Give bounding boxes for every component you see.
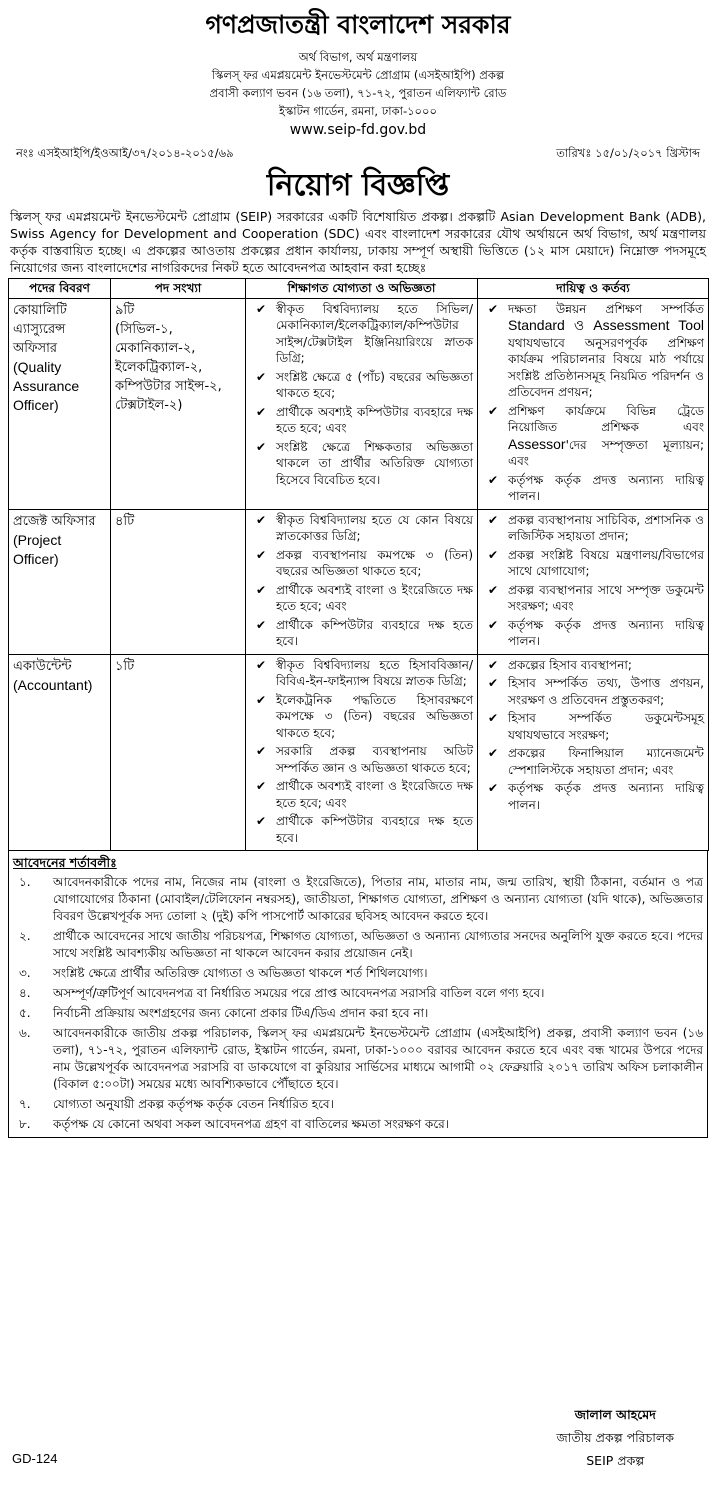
condition-number: ৬.: [19, 1026, 31, 1040]
duty-item: [482, 472, 704, 505]
duty-item: [482, 301, 704, 401]
condition-item: [13, 1005, 703, 1022]
check-icon: ✔: [488, 512, 499, 527]
qualification-text: ইলেকট্রনিক পদ্ধতিতে হিসাবরক্ষণে কমপক্ষে ৩ (তিন) বছরের অভিজ্ঞতা থাকতে হবে;: [276, 692, 473, 740]
qualification-item: [250, 547, 473, 580]
duty-item: [482, 403, 704, 470]
duty-item: [482, 780, 704, 813]
qualification-text: স্বীকৃত বিশ্ববিদ্যালয় হতে সিভিল/ মেকানিক্যাল/ইলেকট্রিক্যাল/কম্পিউটার সাইন্স/টেক্সটাইল ইঞ্জিনিয়ারিংয়ে স্নাতক ডিগ্রি;: [276, 301, 473, 365]
duty-text: কর্তৃপক্ষ কর্তৃক প্রদত্ত অন্যান্য দায়িত্ব পালন।: [508, 781, 704, 812]
duty-text: প্রকল্পের হিসাব ব্যবস্থাপনা;: [508, 657, 632, 672]
qualification-list: [250, 657, 473, 847]
check-icon: ✔: [256, 744, 267, 758]
signatory-name: জালাল আহমেদ: [574, 1407, 656, 1422]
header-duties: দায়িত্ব ও কর্তব্য: [478, 279, 709, 299]
check-icon: ✔: [256, 582, 267, 597]
intro-paragraph: স্কিলস্ ফর এমপ্লয়মেন্ট ইনভেস্টমেন্ট প্রোগ্রাম (SEIP) সরকারের একটি বিশেষায়িত প্রকল্প। প্রকল্পটি Asian Development Bank (ADB), Swiss Agency for Development and Cooperation (SDC) এবং বাংলাদেশ সরকারের যৌথ অর্থায়নে অর্থ বিভাগ, অর্থ মন্ত্রণালয় কর্তৃক বাস্তবায়িত হচ্ছে। এ প্রকল্পের আওতায় প্রকল্পের প্রধান কার্যালয়, ঢাকায় সম্পূর্ণ অস্থায়ী ভিত্তিতে (১২ মাস মেয়াদে) নিম্নোক্ত পদসমূহে নিয়োগের জন্য বাংলাদেশের নাগরিকদের নিকট হতে আবেদনপত্র আহবান করা হচ্ছেঃ: [10, 209, 706, 275]
qualification-cell: [246, 654, 478, 851]
check-icon: ✔: [256, 692, 267, 707]
notice-title: নিয়োগ বিজ্ঞপ্তি: [266, 168, 450, 203]
check-icon: ✔: [488, 746, 499, 760]
qualification-item: [250, 813, 473, 846]
letterhead: [8, 8, 708, 140]
post-name-en: (Quality Assurance Officer): [13, 358, 80, 413]
duty-text: প্রশিক্ষণ কার্যক্রমে বিভিন্ন ট্রেডে নিয়োজিত প্রশিক্ষক এবং: [508, 403, 704, 434]
qualification-text: প্রার্থীকে অবশ্যই বাংলা ও ইংরেজিতে দক্ষ হতে হবে; এবং: [276, 582, 473, 613]
duties-list: [482, 301, 704, 505]
count-cell: [111, 509, 246, 654]
check-icon: ✔: [488, 711, 499, 725]
circular-page: [8, 8, 708, 1488]
conditions-section: [8, 851, 708, 1138]
duty-item: [482, 617, 704, 650]
check-icon: ✔: [256, 814, 267, 828]
table-header-row: [9, 279, 709, 299]
qualification-text: প্রার্থীকে অবশ্যই কম্পিউটার ব্যবহারে দক্ষ হতে হবে; এবং: [276, 404, 473, 435]
table-row: [9, 509, 709, 654]
post-cell: [9, 654, 111, 851]
memo-date: তারিখঃ ১৫/০১/২০১৭ খ্রিস্টাব্দ: [556, 146, 700, 160]
check-icon: ✔: [256, 617, 267, 632]
reference-row: [8, 144, 708, 162]
address-line-2: ইস্কাটন গার্ডেন, রমনা, ঢাকা-১০০০: [278, 104, 437, 118]
check-icon: ✔: [488, 472, 499, 487]
qualification-item: [250, 582, 473, 615]
condition-text: সংশ্লিষ্ট ক্ষেত্রে প্রার্থীর অতিরিক্ত যোগ্যতা ও অভিজ্ঞতা থাকলে শর্ত শিথিলযোগ্য।: [53, 966, 428, 980]
duty-text: কর্তৃপক্ষ কর্তৃক প্রদত্ত অন্যান্য দায়িত্ব পালন।: [508, 617, 704, 648]
condition-item: [13, 1116, 703, 1133]
check-icon: ✔: [256, 547, 267, 562]
qualification-item: [250, 439, 473, 489]
condition-text: আবেদনকারীকে জাতীয় প্রকল্প পরিচালক, স্কিলস্ ফর এমপ্লয়মেন্ট ইনভেস্টমেন্ট প্রোগ্রাম (এসইআইপি) প্রকল্প, প্রবাসী কল্যাণ ভবন (১৬ তলা), ৭১-৭২, পুরাতন এলিফ্যান্ট রোড, ইস্কাটন গার্ডেন, রমনা, ঢাকা-১০০০ বরাবর আবেদন করতে হবে এবং বন্ধ খামের উপরে পদের নাম উল্লেখপূর্বক আবেদনপত্র সরাসরি বা ডাকযোগে বা কুরিয়ার সার্ভিসের মাধ্যমে আগামী ০২ ফেব্রুয়ারি ২০১৭ তারিখ অফিস চলাকালীন (বিকাল ৫:০০টা) সময়ের মধ্যে আবশ্যিকভাবে পৌঁছাতে হবে।: [53, 1026, 703, 1091]
duty-text-rest: যথাযথভাবে অনুসরণপূর্বক প্রশিক্ষণ কার্যক্রম পরিচালনার বিষয়ে মাঠ পর্যায়ে সংশ্লিষ্ট প্রতিষ্ঠানসমূহ নিয়মিত পরিদর্শন ও প্রতিবেদন প্রণয়ন;: [508, 335, 704, 399]
check-icon: ✔: [488, 657, 499, 672]
post-name-bn: কোয়ালিটি এ্যাস্যুরেন্স অফিসার: [13, 302, 67, 356]
government-name: গণপ্রজাতন্ত্রী বাংলাদেশ সরকার: [205, 10, 511, 39]
qualification-item: [250, 743, 473, 776]
condition-number: ৩.: [19, 966, 31, 980]
gd-code: GD-124: [12, 1451, 58, 1466]
condition-number: ১.: [19, 875, 31, 889]
qualification-item: [250, 617, 473, 650]
duty-item: [482, 710, 704, 743]
duty-text: কর্তৃপক্ষ কর্তৃক প্রদত্ত অন্যান্য দায়িত্ব পালন।: [508, 472, 704, 503]
address-line-1: প্রবাসী কল্যাণ ভবন (১৬ তলা), ৭১-৭২, পুরাতন এলিফ্যান্ট রোড: [209, 86, 507, 100]
duty-item: [482, 547, 704, 580]
check-icon: ✔: [488, 403, 499, 418]
qualification-list: [250, 301, 473, 489]
signatory-designation: জাতীয় প্রকল্প পরিচালক: [556, 1430, 674, 1445]
duty-item: [482, 745, 704, 778]
condition-number: ২.: [19, 929, 31, 943]
duties-list: [482, 657, 704, 814]
condition-number: ৮.: [19, 1117, 31, 1131]
post-count: ৪টি: [115, 513, 135, 529]
post-cell: [9, 298, 111, 509]
vacancy-table: [8, 278, 709, 851]
website-link[interactable]: www.seip-fd.gov.bd: [289, 122, 427, 138]
post-name-bn: প্রজেক্ট অফিসার: [13, 513, 96, 529]
project-name: স্কিলস্ ফর এমপ্লয়মেন্ট ইনভেস্টমেন্ট প্রোগ্রাম (এসইআইপি) প্রকল্প: [211, 68, 505, 82]
post-name-bn: একাউন্টেন্ট: [13, 658, 72, 674]
check-icon: ✔: [256, 301, 267, 316]
condition-item: [13, 985, 703, 1002]
duty-item: [482, 512, 704, 545]
condition-text: অসম্পূর্ণ/ত্রুটিপূর্ণ আবেদনপত্র বা নির্ধারিত সময়ের পরে প্রাপ্ত আবেদনপত্র সরাসরি বাতিল বলে গণ্য হবে।: [53, 986, 545, 1000]
post-name-en: (Project Officer): [13, 531, 62, 567]
qualification-item: [250, 778, 473, 811]
post-cell: [9, 509, 111, 654]
condition-text: যোগ্যতা অনুযায়ী প্রকল্প কর্তৃপক্ষ কর্তৃক বেতন নির্ধারিত হবে।: [53, 1097, 334, 1111]
condition-item: [13, 928, 703, 962]
qualification-text: স্বীকৃত বিশ্ববিদ্যালয় হতে হিসাববিজ্ঞান/বিবিএ-ইন-ফাইন্যান্স বিষয়ে স্নাতক ডিগ্রি;: [276, 657, 473, 688]
qualification-item: [250, 369, 473, 402]
condition-text: আবেদনকারীকে পদের নাম, নিজের নাম (বাংলা ও ইংরেজিতে), পিতার নাম, মাতার নাম, জন্ম তারিখ, স্থায়ী ঠিকানা, বর্তমান ও পত্র যোগাযোগের ঠিকানা (মোবাইল/টেলিফোন নম্বরসহ), জাতীয়তা, শিক্ষাগত যোগ্যতা, প্রশিক্ষণ ও অন্যান্য যোগ্যতা (যদি থাকে), অভিজ্ঞতার বিবরণ উল্লেখপূর্বক সদ্য তোলা ২ (দুই) কপি পাসপোর্ট আকারের ছবিসহ আবেদন করতে হবে।: [53, 875, 703, 923]
condition-text: প্রার্থীকে আবেদনের সাথে জাতীয় পরিচয়পত্র, শিক্ষাগত যোগ্যতা, অভিজ্ঞতা ও অন্যান্য যোগ্যতার সনদের অনুলিপি যুক্ত করতে হবে। পদের সাথে সংশ্লিষ্ট আবশ্যকীয় অভিজ্ঞতা না থাকলে আবেদন করার প্রয়োজন নেই।: [53, 929, 703, 960]
duties-list: [482, 512, 704, 650]
qualification-item: [250, 512, 473, 545]
check-icon: ✔: [488, 617, 499, 632]
qualification-text: প্রার্থীকে অবশ্যই বাংলা ও ইংরেজিতে দক্ষ হতে হবে; এবং: [276, 779, 473, 810]
header-qualification: শিক্ষাগত যোগ্যতা ও অভিজ্ঞতা: [246, 279, 478, 299]
check-icon: ✔: [256, 404, 267, 419]
duty-item: [482, 582, 704, 615]
duties-cell: [478, 654, 709, 851]
duty-term-en: Standard ও Assessment Tool: [508, 317, 704, 333]
table-row: [9, 654, 709, 851]
duty-item: [482, 657, 704, 674]
duties-cell: [478, 509, 709, 654]
conditions-title: আবেদনের শর্তাবলীঃ: [13, 855, 117, 870]
duty-text: হিসাব সম্পর্কিত তথ্য, উপাত্ত প্রণয়ন, সংরক্ষণ ও প্রতিবেদন প্রস্তুতকরণ;: [508, 676, 704, 707]
condition-item: [13, 965, 703, 982]
duty-text: প্রকল্প সংশ্লিষ্ট বিষয়ে মন্ত্রণালয়/বিভাগের সাথে যোগাযোগ;: [508, 547, 704, 578]
duty-text: প্রকল্প ব্যবস্থাপনার সাথে সম্পৃক্ত ডকুমেন্ট সংরক্ষণ; এবং: [508, 582, 704, 613]
qualification-text: সংশ্লিষ্ট ক্ষেত্রে ৫ (পাঁচ) বছরের অভিজ্ঞতা থাকতে হবে;: [276, 369, 473, 400]
memo-number: নংঃ এসইআইপি/ইওআই/৩৭/২০১৪-২০১৫/৬৯: [16, 146, 234, 160]
post-name-en: (Accountant): [13, 676, 93, 693]
signatory-project: SEIP প্রকল্প: [586, 1453, 645, 1468]
condition-item: [13, 1025, 703, 1093]
condition-number: ৪.: [19, 986, 31, 1000]
duty-text: প্রকল্পের ফিনান্সিয়াল ম্যানেজমেন্ট স্পেশালিস্টকে সহায়তা প্রদান; এবং: [508, 746, 704, 777]
condition-text: কর্তৃপক্ষ যে কোনো অথবা সকল আবেদনপত্র গ্রহণ বা বাতিলের ক্ষমতা সংরক্ষণ করে।: [53, 1117, 450, 1131]
duty-item: [482, 675, 704, 708]
count-cell: [111, 654, 246, 851]
qualification-cell: [246, 509, 478, 654]
check-icon: ✔: [256, 439, 267, 454]
check-icon: ✔: [256, 512, 267, 527]
check-icon: ✔: [488, 582, 499, 597]
qualification-text: প্রকল্প ব্যবস্থাপনায় কমপক্ষে ৩ (তিন) বছরের অভিজ্ঞতা থাকতে হবে;: [276, 547, 473, 578]
qualification-cell: [246, 298, 478, 509]
duty-text: হিসাব সম্পর্কিত ডকুমেন্টসমূহ যথাযথভাবে সংরক্ষণ;: [508, 711, 704, 742]
header-post: পদের বিবরণ: [9, 279, 111, 299]
duty-text-rest: 'দের সম্পৃক্ততা মূল্যায়ন; এবং: [508, 437, 704, 468]
qualification-item: [250, 692, 473, 742]
signature-block: [557, 1403, 674, 1472]
header-count: পদ সংখ্যা: [111, 279, 246, 299]
table-row: [9, 298, 709, 509]
check-icon: ✔: [488, 676, 499, 690]
condition-number: ৫.: [19, 1006, 31, 1020]
check-icon: ✔: [488, 547, 499, 562]
qualification-text: সরকারি প্রকল্প ব্যবস্থাপনায় অডিট সম্পর্কিত জ্ঞান ও অভিজ্ঞতা থাকতে হবে;: [276, 744, 473, 775]
qualification-item: [250, 404, 473, 437]
qualification-text: সংশ্লিষ্ট ক্ষেত্রে শিক্ষকতার অভিজ্ঞতা থাকলে তা প্রার্থীর অতিরিক্ত যোগ্যতা হিসেবে বিবেচিত হবে।: [276, 439, 473, 487]
duties-cell: [478, 298, 709, 509]
division-name: অর্থ বিভাগ, অর্থ মন্ত্রণালয়: [298, 50, 418, 64]
qualification-list: [250, 512, 473, 650]
duty-text: প্রকল্প ব্যবস্থাপনায় সাচিবিক, প্রশাসনিক ও লজিস্টিক সহায়তা প্রদান;: [508, 512, 704, 543]
qualification-item: [250, 657, 473, 690]
post-count: ১টি: [115, 658, 135, 674]
post-count: ৯টি: [115, 302, 135, 318]
check-icon: ✔: [256, 369, 267, 384]
check-icon: ✔: [488, 301, 499, 316]
check-icon: ✔: [256, 779, 267, 793]
check-icon: ✔: [256, 657, 267, 672]
qualification-item: [250, 301, 473, 367]
duty-text: দক্ষতা উন্নয়ন প্রশিক্ষণ সম্পর্কিত: [508, 301, 704, 316]
duty-term-en: Assessor: [508, 435, 566, 452]
condition-text: নির্বাচনী প্রক্রিয়ায় অংশগ্রহণের জন্য কোনো প্রকার টিএ/ডিএ প্রদান করা হবে না।: [53, 1006, 429, 1020]
count-cell: [111, 298, 246, 509]
condition-item: [13, 874, 703, 925]
qualification-text: প্রার্থীকে কম্পিউটার ব্যবহারে দক্ষ হতে হবে।: [276, 617, 473, 648]
check-icon: ✔: [488, 781, 499, 795]
qualification-text: স্বীকৃত বিশ্ববিদ্যালয় হতে যে কোন বিষয়ে স্নাতকোত্তর ডিগ্রি;: [276, 512, 473, 543]
condition-item: [13, 1096, 703, 1113]
condition-number: ৭.: [19, 1097, 31, 1111]
post-count-detail: (সিভিল-১, মেকানিক্যাল-২, ইলেকট্রিক্যাল-২, কম্পিউটার সাইন্স-২, টেক্সটাইল-২): [115, 321, 222, 413]
qualification-text: প্রার্থীকে কম্পিউটার ব্যবহারে দক্ষ হতে হবে।: [276, 814, 473, 845]
